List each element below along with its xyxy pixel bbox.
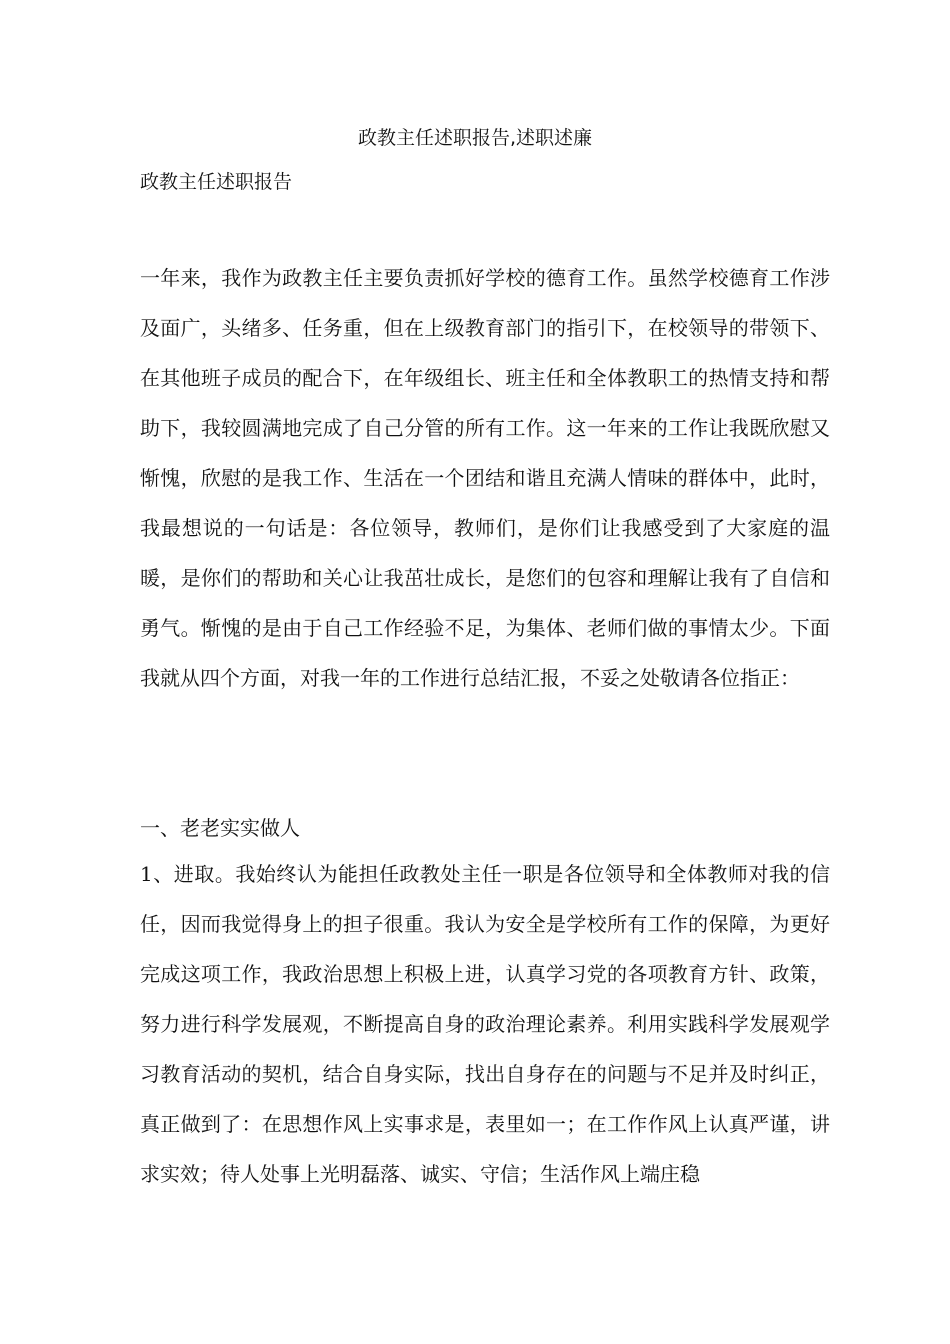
intro-paragraph: 一年来，我作为政教主任主要负责抓好学校的德育工作。虽然学校德育工作涉及面广，头绪多、任务重，但在上级教育部门的指引下，在校领导的带领下、在其他班子成员的配合下，在年级组长、班主任和全体教职工的热情支持和帮助下，我较圆满地完成了自己分管的所有工作。这一年来的工作让我既欣慰又惭愧，欣慰的是我工作、生活在一个团结和谐且充满人情味的群体中，此时，我最想说的一句话是：各位领导，教师们，是你们让我感受到了大家庭的温暖，是你们的帮助和关心让我茁壮成长，是您们的包容和理解让我有了自信和勇气。惭愧的是由于自己工作经验不足，为集体、老师们做的事情太少。下面我就从四个方面，对我一年的工作进行总结汇报，不妥之处敬请各位指正：: [140, 266, 830, 690]
item-number: 1: [140, 862, 153, 886]
document-title: 政教主任述职报告,述职述廉: [357, 127, 593, 149]
item-text: 、进取。我始终认为能担任政教处主任一职是各位领导和全体教师对我的信任，因而我觉得身上的担子很重。我认为安全是学校所有工作的保障，为更好完成这项工作，我政治思想上积极上进，认真学习党的各项教育方针、政策，努力进行科学发展观，不断提高自身的政治理论素养。利用实践科学发展观学习教育活动的契机，结合自身实际，找出自身存在的问题与不足并及时纠正，真正做到了：在思想作风上实事求是，表里如一；在工作作风上认真严谨，讲求实效；待人处事上光明磊落、诚实、守信；生活作风上端庄稳: [140, 862, 830, 1186]
section-heading: 一、老老实实做人: [140, 816, 300, 840]
document-subtitle: 政教主任述职报告: [140, 171, 293, 193]
item-paragraph: [140, 849, 830, 1199]
